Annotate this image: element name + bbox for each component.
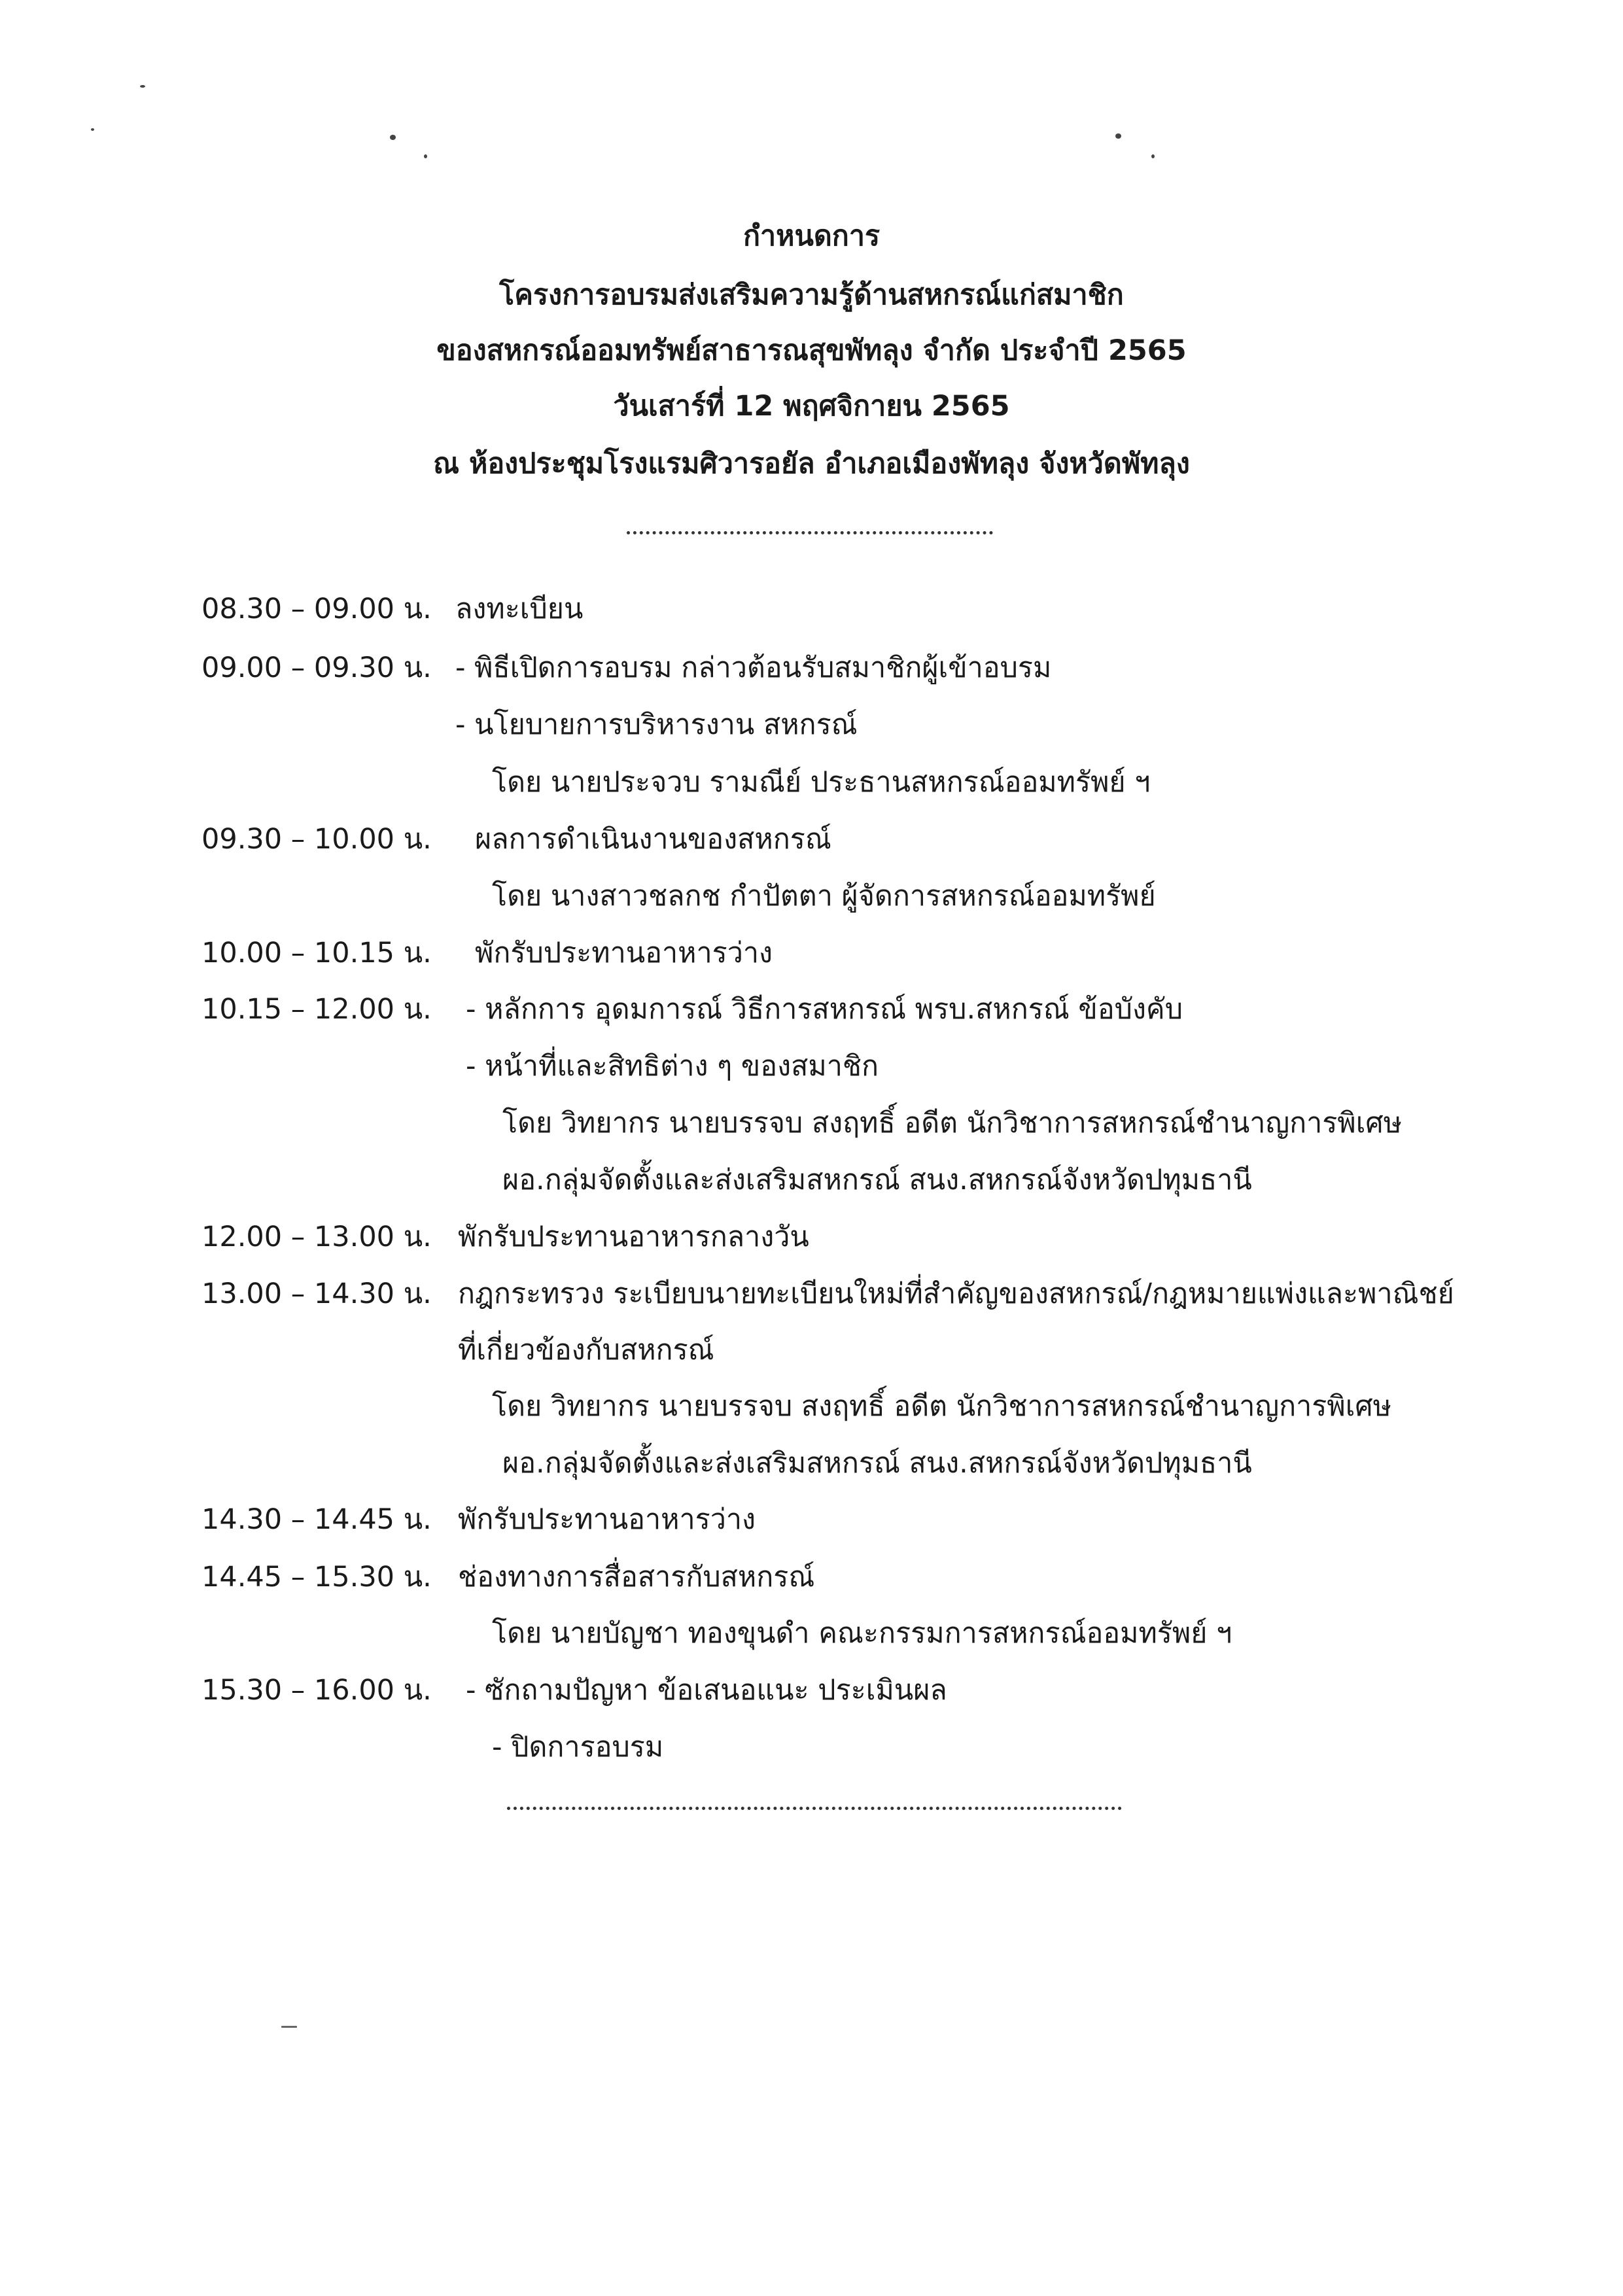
activity-line: - ซักถามปัญหา ข้อเสนอแนะ ประเมินผล [466,1674,947,1707]
footer-divider [507,1807,1122,1810]
speaker-affiliation: ผอ.กลุ่มจัดตั้งและส่งเสริมสหกรณ์ สนง.สหกรณ์จังหวัดปทุมธานี [502,1447,1252,1480]
activity-line: ช่องทางการสื่อสารกับสหกรณ์ [458,1561,815,1593]
activity-line: - ปิดการอบรม [492,1731,664,1764]
event-venue: ณ ห้องประชุมโรงแรมศิวารอยัล อำเภอเมืองพัทลุง จังหวัดพัทลุง [433,447,1190,480]
organization-name: ของสหกรณ์ออมทรัพย์สาธารณสุขพัทลุง จำกัด ประจำปี 2565 [436,334,1187,367]
speaker-line: โดย วิทยากร นายบรรจบ สงฤทธิ์ อดีต นักวิชาการสหกรณ์ชำนาญการพิเศษ [492,1390,1392,1423]
activity-line: ผลการดำเนินงานของสหกรณ์ [475,823,831,856]
speaker-affiliation: ผอ.กลุ่มจัดตั้งและส่งเสริมสหกรณ์ สนง.สหกรณ์จังหวัดปทุมธานี [502,1164,1252,1196]
scan-speck [390,135,396,140]
speaker-line: โดย นางสาวชลกช กำปัตตา ผู้จัดการสหกรณ์ออมทรัพย์ [492,880,1156,913]
activity-line: ที่เกี่ยวข้องกับสหกรณ์ [458,1334,714,1366]
time-slot: 08.30 – 09.00 น. [201,593,432,625]
activity-line: กฎกระทรวง ระเบียบนายทะเบียนใหม่ที่สำคัญของสหกรณ์/กฎหมายแพ่งและพาณิชย์ [458,1278,1454,1310]
scan-speck [1115,133,1121,139]
speaker-line: โดย นายประจวบ รามณีย์ ประธานสหกรณ์ออมทรัพย์ ฯ [492,766,1151,799]
header-divider [627,531,993,534]
document-title: กำหนดการ [742,220,881,252]
speaker-line: โดย วิทยากร นายบรรจบ สงฤทธิ์ อดีต นักวิชาการสหกรณ์ชำนาญการพิเศษ [502,1107,1403,1139]
speaker-line: โดย นายบัญชา ทองขุนดำ คณะกรรมการสหกรณ์ออมทรัพย์ ฯ [492,1617,1232,1650]
time-slot: 10.00 – 10.15 น. [201,937,432,969]
time-slot: 09.30 – 10.00 น. [201,823,432,856]
project-name: โครงการอบรมส่งเสริมความรู้ด้านสหกรณ์แก่สมาชิก [499,279,1124,311]
time-slot: 14.30 – 14.45 น. [201,1503,432,1536]
scan-speck [91,128,94,131]
activity-line: - พิธีเปิดการอบรม กล่าวต้อนรับสมาชิกผู้เข้าอบรม [455,652,1052,684]
activity-line: พักรับประทานอาหารว่าง [475,937,773,969]
time-slot: 12.00 – 13.00 น. [201,1221,432,1253]
activity-line: พักรับประทานอาหารว่าง [458,1503,756,1536]
time-slot: 10.15 – 12.00 น. [201,993,432,1026]
scan-speck [281,2026,297,2028]
time-slot: 15.30 – 16.00 น. [201,1674,432,1707]
activity-line: - หลักการ อุดมการณ์ วิธีการสหกรณ์ พรบ.สหกรณ์ ข้อบังคับ [466,993,1183,1026]
event-date: วันเสาร์ที่ 12 พฤศจิกายน 2565 [613,390,1010,423]
activity-line: ลงทะเบียน [455,593,584,625]
scan-speck [424,154,427,158]
activity-line: พักรับประทานอาหารกลางวัน [458,1221,809,1253]
scan-speck [140,85,145,88]
activity-line: - นโยบายการบริหารงาน สหกรณ์ [455,708,858,741]
scan-speck [1151,154,1155,158]
time-slot: 09.00 – 09.30 น. [201,652,432,684]
time-slot: 13.00 – 14.30 น. [201,1278,432,1310]
time-slot: 14.45 – 15.30 น. [201,1561,432,1593]
activity-line: - หน้าที่และสิทธิต่าง ๆ ของสมาชิก [466,1050,879,1083]
